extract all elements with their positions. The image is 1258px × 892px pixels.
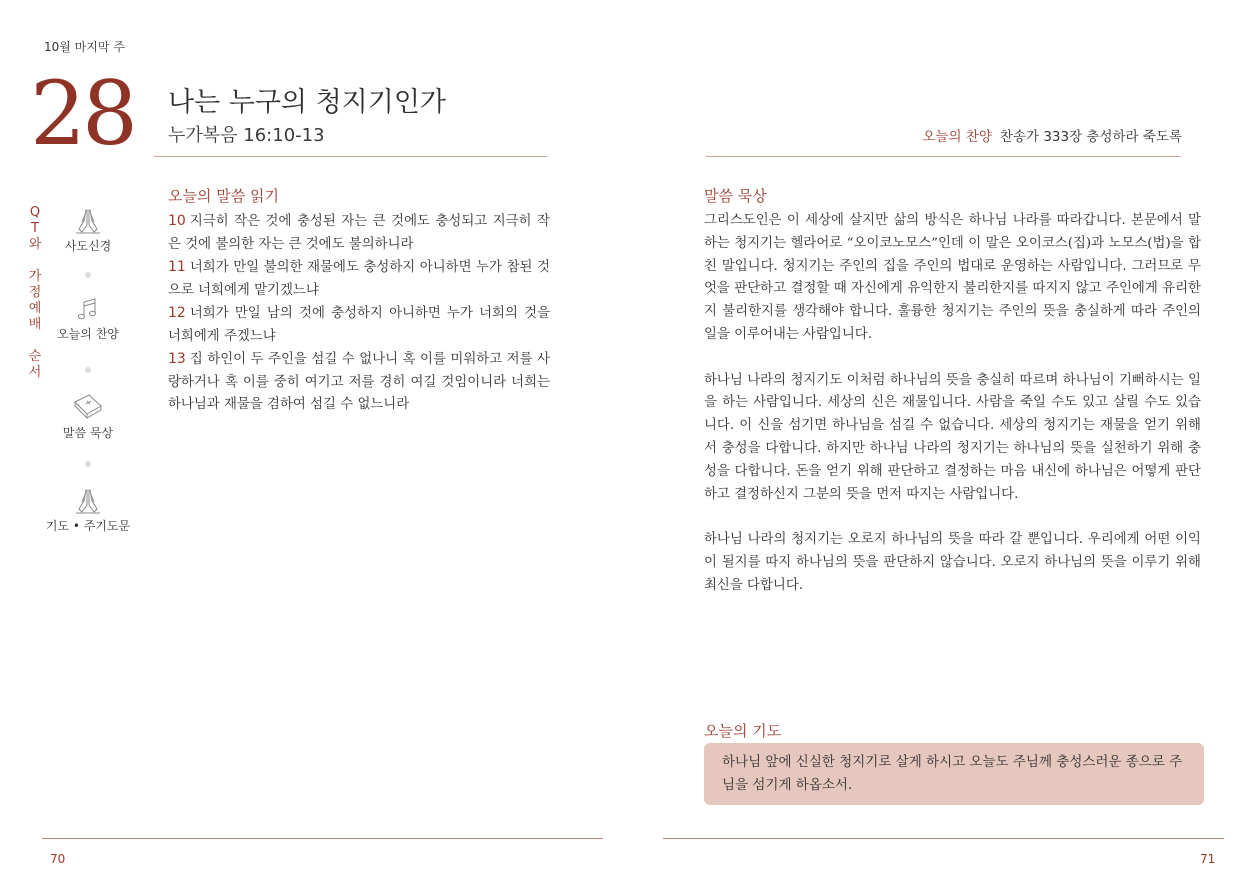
scripture-reference: 누가복음 16:10-13 — [168, 125, 325, 146]
sidebar-item-label: 사도신경 — [64, 239, 112, 253]
vertical-label-char: T — [31, 221, 39, 236]
meditation-heading: 말씀 묵상 — [704, 187, 767, 205]
meditation-paragraph: 하나님 나라의 청지기도 이처럼 하나님의 뜻을 충실히 따르며 하나님이 기뻐하시는 일을 하는 사람입니다. 세상의 신은 재물입니다. 사람을 죽일 수도 있고 살릴 수도 있습니다. 이 신을 섬기면 하나님을 섬길 수 없습니다. 세상의 청지기는 재물을 얻기 위해서 충성을 다합니다. 하지만 하나님 나라의 청지기는 하나님의 뜻을 실천하기 위해 충성을 다합니다. 돈을 얻기 위해 판단하고 결정하는 마음 내신에 하나님은 어떻게 판단하고 결정하신지 그분의 뜻을 먼저 따지는 사람입니다. — [704, 372, 1201, 502]
nav-dot — [85, 272, 91, 278]
sidebar-item-label: 기도 • 주기도문 — [45, 519, 131, 533]
verse — [168, 348, 550, 417]
sidebar-item-apostles-creed[interactable] — [38, 207, 138, 254]
scripture-reading — [168, 210, 550, 417]
verse-number: 10 — [168, 213, 186, 229]
hymn-label: 오늘의 찬양 — [922, 129, 992, 145]
sidebar-item-label: 오늘의 찬양 — [57, 327, 119, 341]
verse — [168, 302, 550, 348]
page-number-right: 71 — [1200, 852, 1216, 866]
vertical-label-char: 가 — [28, 269, 42, 284]
vertical-label-char: 배 — [28, 317, 42, 332]
verse-text: 지극히 작은 것에 충성된 자는 큰 것에도 충성되고 지극히 작은 것에 불의한 자는 큰 것에도 불의하니라 — [168, 214, 550, 252]
sidebar-item-todays-hymn[interactable] — [38, 297, 138, 342]
verse — [168, 256, 550, 302]
sidebar-item-prayer[interactable] — [38, 487, 138, 534]
bible-icon — [72, 392, 104, 422]
week-label: 10월 마지막 주 — [44, 40, 125, 54]
verse-text: 너희가 만일 남의 것에 충성하지 아니하면 누가 너희의 것을 너희에게 주겠느냐 — [168, 306, 550, 344]
music-note-icon — [76, 297, 100, 323]
nav-dot — [85, 367, 91, 373]
hymn-text: 찬송가 333장 충성하라 죽도록 — [999, 129, 1182, 145]
divider-right-top — [706, 156, 1181, 157]
page-title: 나는 누구의 청지기인가 — [168, 87, 446, 118]
verse-text: 집 하인이 두 주인을 섬길 수 없나니 혹 이를 미워하고 저를 사랑하거나 혹 이를 중히 여기고 저를 경히 여길 것임이니라 너희는 하나님과 재물을 겸하여 섬길 수 없느니라 — [168, 352, 550, 412]
vertical-label-char: Q — [29, 205, 41, 220]
vertical-label-char: 정 — [28, 285, 42, 300]
nav-dot — [85, 461, 91, 467]
meditation-paragraph: 하나님 나라의 청지기는 오로지 하나님의 뜻을 따라 갈 뿐입니다. 우리에게 어떤 이익이 될지를 따지 하나님의 뜻을 판단하지 않습니다. 오로지 하나님의 뜻을 이루기 위해 최신을 다합니다. — [704, 532, 1201, 593]
vertical-label-char: 서 — [28, 365, 42, 380]
page-number-left: 70 — [50, 852, 66, 866]
vertical-label-char: 예 — [28, 301, 42, 316]
sidebar-item-label: 말씀 묵상 — [62, 426, 114, 440]
divider-left-top — [154, 156, 547, 157]
verse-number: 13 — [168, 351, 186, 367]
sidebar-item-word-meditation[interactable] — [38, 392, 138, 441]
praying-hands-icon — [73, 487, 103, 515]
verse-number: 12 — [168, 305, 186, 321]
divider-bottom-right — [663, 838, 1224, 839]
todays-hymn — [922, 125, 1182, 145]
divider-bottom-left — [42, 838, 603, 839]
meditation-body — [704, 210, 1201, 620]
day-number: 28 — [30, 62, 134, 165]
praying-hands-icon — [73, 207, 103, 235]
reading-heading: 오늘의 말씀 읽기 — [168, 187, 279, 205]
prayer-box: 하나님 앞에 신실한 청지기로 살게 하시고 오늘도 주님께 충성스러운 종으로 주님을 섬기게 하옵소서. — [704, 743, 1204, 805]
verse-text: 너희가 만일 불의한 재물에도 충성하지 아니하면 누가 참된 것으로 너희에게 맡기겠느냐 — [168, 260, 550, 298]
verse-number: 11 — [168, 259, 186, 275]
meditation-paragraph: 그리스도인은 이 세상에 살지만 삶의 방식은 하나님 나라를 따라갑니다. 본문에서 말하는 청지기는 헬라어로 “오이코노모스”인데 이 말은 오이코스(집)과 노모스(법)을 합친 말입니다. 청지기는 주인의 집을 주인의 법대로 운영하는 사람입니다. 그러므로 무엇을 판단하고 결정할 때 자신에게 유익한지 불리한지를 따지지 않고 주인에게 유리한지 불리한지를 생각해야 합니다. 훌륭한 청지기는 주인의 뜻을 충실하게 따라 주인의 일을 이루어내는 사람입니다. — [704, 213, 1201, 342]
vertical-label-char: 순 — [28, 349, 42, 364]
verse — [168, 210, 550, 256]
vertical-label-char: 와 — [28, 237, 42, 252]
vertical-label-char — [28, 253, 42, 269]
prayer-heading: 오늘의 기도 — [704, 722, 782, 740]
